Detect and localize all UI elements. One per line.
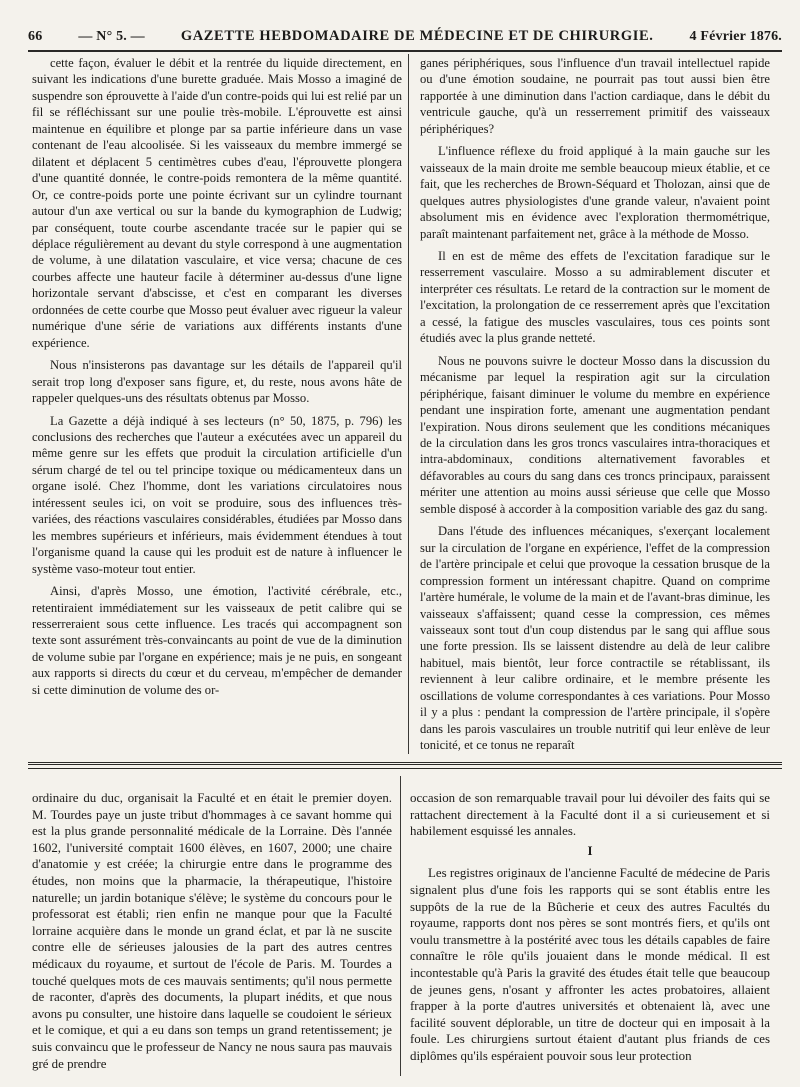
paragraph: Dans l'étude des influences mécaniques, s'exerçant localement sur la circulation de l'organe en expérience, l'effet de la compression de l'artère principale et celui que provoque la cessation brusque de la compression forment un intéressant chapitre. Quand on comprime l'artère humérale, le volume de la main et de l'avant-bras diminue, les vaisseaux s'affaissent; quand cesse la compression, ces mêmes vaisseaux sont tout d'un coup distendus par le sang qui afflue sous une forte pression. Ils se laissent distendre au delà de leur calibre habituel, mais bientôt, leur force contractile se rétablissant, ils reviennent à leur calibre ordinaire, et le membre présente les oscillations de volume correspondantes à ces variations. Pour Mosso il y a plus : pendant la compression de l'artère principale, il s'opère dans les parois vasculaires un trouble nutritif qui leur enlève de leur tonicité, et ce tonus ne reparaît xyxy=(420,524,770,753)
upper-left-column xyxy=(32,55,402,757)
issue-number: — N° 5. — xyxy=(78,29,145,44)
upper-right-column xyxy=(420,55,770,757)
lower-right-column xyxy=(410,790,770,1075)
paragraph: Les registres originaux de l'ancienne Faculté de médecine de Paris signalent plus d'une fois les rapports qui se sont établis entre les suppôts de la rue de la Bûcherie et ceux des autres Facultés du royaume, rapports dont nos pères se sont montrés fiers, et qu'ils ont voulu transmettre à la postérité avec tous les détails capables de faire connaître le rôle qu'ils jouaient dans le monde médical. Il est incontestable qu'à Paris la gravité des études était telle que beaucoup de jeunes gens, n'osant y affronter les actes probatoires, allaient frapper à la porte d'autres universités et obtenaient là, avec une facilité souvent déplorable, un titre de docteur qui en imposait à la foule. Les chirurgiens surtout étaient d'autant plus friands de ces diplômes qu'ils espéraient pouvoir sous leur protection xyxy=(410,866,770,1063)
issue-date: 4 Février 1876. xyxy=(689,29,782,44)
paragraph: L'influence réflexe du froid appliqué à la main gauche sur les vaisseaux de la main droite me semble beaucoup mieux établie, et ce fait, que les recherches de Brown-Séquard et Tholozan, ainsi que de quelques autres physiologistes d'une grande valeur, n'avaient point absolument mis en évidence avec l'exploration thermométrique, paraît maintenant parfaitement net, grâce à la méthode de Mosso. xyxy=(420,144,770,241)
section-rule xyxy=(28,768,782,769)
paragraph: Nous ne pouvons suivre le docteur Mosso dans la discussion du mécanisme par lequel la respiration agit sur la circulation périphérique, faisant diminuer le volume du membre en expérience pendant une inspiration forte, amenant une augmentation pendant l'expiration. Nous dirons seulement que les conditions mécaniques de la circulation dans les gros troncs vasculaires intra-thoraciques et intra-abdominaux, conditions alternativement favorables et défavorables au cours du sang dans ces troncs principaux, paraissent mériter une attention au moins aussi sérieuse que celle que Mosso semble disposé à accorder à la composition variable des gaz du sang. xyxy=(420,353,770,516)
section-numeral: I xyxy=(587,843,593,858)
page-header xyxy=(28,28,782,48)
paragraph: Il en est de même des effets de l'excitation faradique sur le resserrement vasculaire. Mosso a su admirablement discuter et interpréter ces résultats. Le retard de la contraction sur le moment de l'excitation, la prolongation de ce resserrement après que l'excitation a cessé, la fatigue des muscles vasculaires, tous ces points sont étudiés avec la plus grande netteté. xyxy=(420,248,770,346)
paragraph: ganes périphériques, sous l'influence d'un travail intellectuel rapide ou d'une émotion soudaine, ne pourrait pas tout aussi bien être rapportée à une diminution dans l'action cardiaque, dans le débit du ventricule gauche, qu'à un resserrement primitif des vaisseaux périphériques? xyxy=(420,56,770,136)
page-number: 66 xyxy=(28,29,43,44)
column-divider xyxy=(400,776,401,1076)
paragraph: Nous n'insisterons pas davantage sur les détails de l'appareil qu'il serait trop long d'exposer sans figure, et, du reste, nous avons hâte de rappeler quelques-uns des résultats obtenus par Mosso. xyxy=(32,358,402,406)
paragraph: Ainsi, d'après Mosso, une émotion, l'activité cérébrale, etc., retentiraient immédiatement sur les vaisseaux de petit calibre qui se resserreraient sous cette influence. Les tracés qui accompagnent son texte sont assurément très-convaincants au point de vue de la diminution de volume subie par l'organe en expérience; mais je ne puis, en songeant aux rapports si directs du cœur et du cerveau, m'empêcher de demander si cette diminution de volume des or- xyxy=(32,584,402,697)
journal-title: GAZETTE HEBDOMADAIRE DE MÉDECINE ET DE CHIRURGIE. xyxy=(180,28,654,44)
lower-left-column xyxy=(32,790,392,1075)
header-rule xyxy=(28,50,782,52)
paragraph: occasion de son remarquable travail pour lui dévoiler des faits qui se rattachent directement à la Faculté dont il a si curieusement et si habilement esquissé les annales. xyxy=(410,791,770,839)
column-divider xyxy=(408,54,409,754)
paragraph: cette façon, évaluer le débit et la rentrée du liquide directement, en suivant les indications d'une burette graduée. Mais Mosso a imaginé de suspendre son éprouvette à l'aide d'un contre-poids qui lui est relié par un fil se réfléchissant sur une poulie très-mobile. L'éprouvette est ainsi maintenue en équilibre et plonge par sa partie inférieure dans un vase contenant de l'eau alcoolisée. Si les vaisseaux du membre immergé se dilatent et déplacent 5 centimètres cubes d'eau, l'éprouvette plongera d'une quantité donnée, le contre-poids remontera de la même quantité. Or, ce contre-poids porte une pointe écrivant sur un cylindre tournant autour d'un axe vertical ou sur la bande du kymographion de Ludwig; par conséquent, toute courbe ascendante tracée sur le papier qui se déplace régulièrement au devant du style correspond à une augmentation de volume, à une dilatation vasculaire, et vice versa; chacune de ces courbes affecte une hauteur facile à déterminer au-dessus d'une ligne horizontale servant d'abscisse, et c'est en comparant les diverses ordonnées de cette courbe que Mosso peut évaluer avec rigueur la valeur numérique d'une série de variations aux différents instants d'une expérience. xyxy=(32,56,402,350)
paragraph: ordinaire du duc, organisait la Faculté et en était le premier doyen. M. Tourdes paye un juste tribut d'hommages à ce savant homme qui est la plus grande personnalité médicale de la Lorraine. Dès l'année 1602, l'université comptait 1600 élèves, en 1607, 2000; une chaire d'anatomie y est créée; la chirurgie entre dans le programme des études, non moins que la pharmacie, la thérapeutique, l'histoire naturelle; un jardin botanique s'élève; le système du concours pour le professorat est établi; rien enfin ne manque pour que la Faculté lorraine acquière dans le monde un grand éclat, et par là ne suscite contre elle de sérieuses jalousies de la part des autres centres médicaux du royaume, et surtout de l'école de Paris. M. Tourdes a touché quelques mots de ces mauvais sentiments; qu'il nous permette de raconter, d'après des documents, la plupart inédits, et que nous avons pu consulter, une histoire dans laquelle se coudoient le sérieux et le comique, et qui a eu dans son temps un grand retentissement; je suis convaincu que le professeur de Nancy ne nous saura pas mauvais gré de prendre xyxy=(32,791,392,1071)
paragraph: La Gazette a déjà indiqué à ses lecteurs (n° 50, 1875, p. 796) les conclusions des recherches que l'auteur a exécutées avec un appareil du même genre sur les effets que produit la circulation artificielle d'un sérum chargé de tel ou tel principe toxique ou médicamenteux dans un organe isolé. Chez l'homme, dont les variations circulatoires nous intéressent seules ici, on voit se produire, sous des influences très-variées, des réactions vasculaires considérables, étudiées par Mosso dans les membres supérieurs et inférieurs, mais évidemment étendues à tout l'organisme quand la cause qui les produit est de nature à influencer le système vaso-moteur tout entier. xyxy=(32,413,402,576)
section-rule xyxy=(28,762,782,767)
